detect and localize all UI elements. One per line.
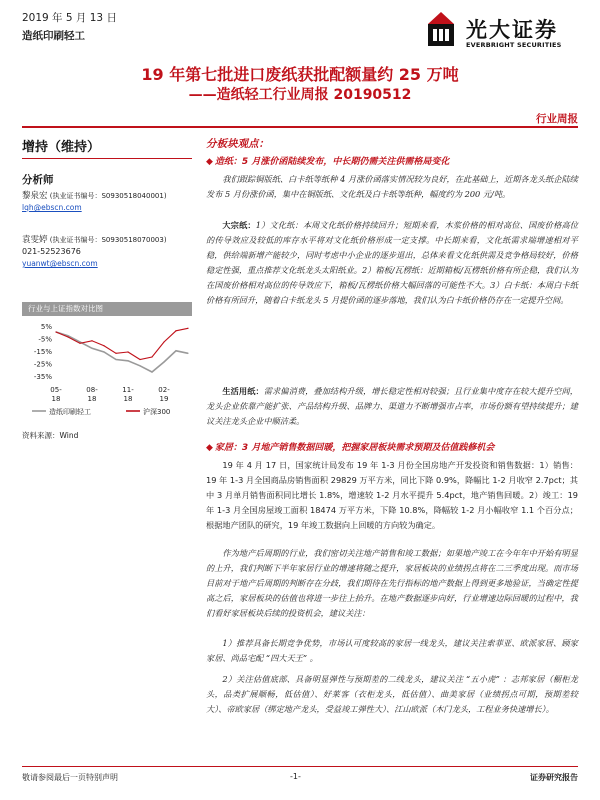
data-point (91, 340, 92, 341)
y-tick-label: -35% (33, 372, 52, 381)
data-point (175, 350, 176, 351)
data-point (103, 345, 104, 346)
paragraph-lead: 大宗纸： (222, 220, 256, 230)
analyst-card (22, 234, 197, 270)
comparison-chart (22, 302, 192, 422)
data-point (187, 353, 188, 354)
report-date: 2019 年 5 月 13 日 (22, 12, 117, 24)
paragraph: 19 年 4 月 17 日，国家统计局发布 19 年 1-3 月份全国房地产开发投资和销售数据：1）销售：19 年 1-3 月全国商品房销售面积 29829 万平方米，同比下降 0.9%，降幅比 1-2 月收窄 2.7pct；其中 3 月单月销售面积同比增长 1.8%，增速较 1-2 月水平提升 5.4pct，地产销售回暖。2）竣工：19 年 1-3 月全国房屋竣工面积 18474 万平方米，下降 10.8%，降幅较 1-2 月小幅收窄 1.1 个百分点；根据地产团队的研究，19 年竣工数据向上回暖的方向较为确定。 (206, 460, 578, 530)
report-subtitle: ——造纸轻工行业周报 20190512 (188, 87, 412, 103)
paragraph-text: 需求偏消费，叠加结构升级，增长稳定性相对较强；且行业集中度存在较大提升空间，龙头企业依靠产能扩张、产品结构升级、品牌力、渠道力不断增强市占率，市场份额有望持续提升；建议关注龙头企业中顺洁柔。 (206, 386, 578, 426)
paragraph: 1）推荐具备长期竞争优势，市场认可度较高的家居一线龙头，建议关注索菲亚、欧派家居、顾家家居、尚品宅配 “四大天王” 。 (206, 638, 578, 663)
paragraph: 我们跟踪铜版纸、白卡纸等纸种 4 月涨价函落实情况较为良好，在此基础上，近期各龙头纸企陆续发布 5 月份涨价函，集中在铜版纸、文化纸及白卡纸等纸种，幅度约为 200 元/吨。 (206, 174, 578, 199)
analyst-heading: 分析师 (22, 174, 54, 186)
logo-text-en: EVERBRIGHT SECURITIES (466, 41, 562, 49)
data-point (151, 356, 152, 357)
paragraph-lead: 生活用纸： (222, 386, 264, 396)
chart-source: 资料来源：Wind (22, 431, 79, 440)
data-point (91, 348, 92, 349)
analyst-name: 黎泉宏 (22, 191, 48, 201)
sub-heading-home (206, 440, 494, 453)
x-tick-label: 19 (159, 395, 169, 403)
header-divider (22, 126, 578, 128)
report-title: 19 年第七批进口废纸获批配额量约 25 万吨 (141, 65, 459, 84)
data-point (151, 371, 152, 372)
data-point (103, 351, 104, 352)
data-point (175, 330, 176, 331)
data-point (139, 359, 140, 360)
series-line (56, 328, 188, 359)
sub-heading-text: 家居：3 月地产销售数据回暖，把握家居板块需求预期及估值践修机会 (214, 443, 495, 453)
x-tick-label: 18 (123, 395, 133, 403)
analyst-name: 袁雯婷 (22, 235, 48, 245)
data-point (67, 336, 68, 337)
footer-disclaimer: 敬请参阅最后一页特别声明 (22, 773, 118, 782)
analyst-cert: (执业证书编号：S0930518040001) (49, 192, 167, 200)
data-point (67, 335, 68, 336)
rating: 增持（维持） (22, 140, 101, 155)
x-tick-label: 05- (50, 386, 62, 394)
data-point (79, 341, 80, 342)
paragraph: 作为地产后周期的行业，我们密切关注地产销售和竣工数据；如果地产竣工在今年年中开始有明显的上升，我们判断下半年家居行业的增速将随之提升，家居板块的业绩拐点将在二三季度出现。而市场目前对于地产后周期的判断存在分歧，我们期待在先行指标的地产数据上得到更多地验证，当确定性提高之后，家居板块的估值也将进一步往上抬升。在地产数据逐步向好，行业增速边际回暖的过程中，我们看好家居板块后续的投资机会，建议关注： (206, 548, 578, 618)
report-type-label: 行业周报 (536, 113, 578, 125)
chart-canvas (22, 318, 192, 422)
page-number: -1- (290, 772, 301, 781)
logo-mark-icon (424, 10, 462, 50)
analyst-cert: (执业证书编号：S0930518070003) (49, 236, 167, 244)
paragraph: 2）关注估值底部、具备明显弹性与预期差的二线龙头，建议关注 “五小虎” ：志邦家居（橱柜龙头，品类扩展顺畅，低估值）、好莱客（衣柜龙头，低估值）、曲美家居（业绩拐点可期，预期差较大）、帝欧家居（绑定地产龙头，受益竣工弹性大）、江山欧派（木门龙头，工程业务快速增长）。 (206, 674, 578, 714)
data-point (127, 360, 128, 361)
section-heading: 分板块观点： (206, 138, 269, 150)
y-tick-label: -25% (33, 360, 52, 369)
x-tick-label: 02- (158, 386, 170, 394)
y-tick-label: -5% (38, 335, 52, 344)
rating-divider (22, 158, 192, 159)
data-point (187, 328, 188, 329)
footer-label: 证券研究报告 (530, 773, 578, 782)
legend-label: 沪深300 (143, 408, 171, 416)
paragraph-bulk-paper (206, 218, 578, 308)
diamond-bullet-icon: ◆ (206, 443, 213, 453)
x-tick-label: 18 (51, 395, 61, 403)
x-tick-label: 11- (122, 386, 134, 394)
y-tick-label: 5% (40, 322, 52, 331)
data-point (115, 359, 116, 360)
diamond-bullet-icon: ◆ (206, 157, 213, 167)
data-point (163, 361, 164, 362)
y-tick-label: -15% (33, 347, 52, 356)
x-tick-label: 18 (87, 395, 97, 403)
data-point (163, 341, 164, 342)
data-point (127, 351, 128, 352)
everbright-logo (424, 10, 594, 52)
chart-title: 行业与上证指数对比图 (22, 302, 192, 316)
sub-heading-paper (206, 154, 449, 167)
paragraph-tissue (206, 384, 578, 429)
data-point (55, 331, 56, 332)
x-tick-label: 08- (86, 386, 98, 394)
analyst-email-link[interactable]: yuanwt@ebscn.com (22, 259, 98, 268)
industry-label: 造纸印刷轻工 (22, 30, 85, 42)
footer-divider (22, 766, 578, 767)
paragraph-text: 1）文化纸：本周文化纸价格持续回升；短期来看，木浆价格的相对高位、国废价格高位的传导效应及较低的库存水平将对文化纸价格形成一定支撑。中长期来看，文化纸需求端增速相对平稳，供给端新增产能较少，同时考虑中小企业的逐步退出，总体来看文化纸供需及竞争格局较好，价格稳定性强，重点推荐文化纸龙头太阳纸业。2）箱板/瓦楞纸：近期箱板/瓦楞纸价格有所企稳，我们认为在国废价格相对高位的传导效应下，箱板/瓦楞纸价格大幅回落的可能性不大。3）白卡纸：本周白卡纸价格有所回升，随着白卡纸龙头 5 月提价函的逐步落地，我们认为白卡纸价格仍存在一定提升空间。 (206, 220, 578, 305)
analyst-phone: 021-52523676 (22, 247, 81, 256)
data-point (79, 343, 80, 344)
sub-heading-text: 造纸：5 月涨价函陆续发布，中长期仍需关注供需格局变化 (214, 157, 450, 167)
analyst-email-link[interactable]: lqh@ebscn.com (22, 203, 82, 212)
data-point (115, 353, 116, 354)
logo-text-cn: 光大证券 (466, 17, 558, 42)
analyst-card (22, 190, 197, 214)
legend-label: 造纸印刷轻工 (49, 408, 91, 416)
data-point (139, 365, 140, 366)
